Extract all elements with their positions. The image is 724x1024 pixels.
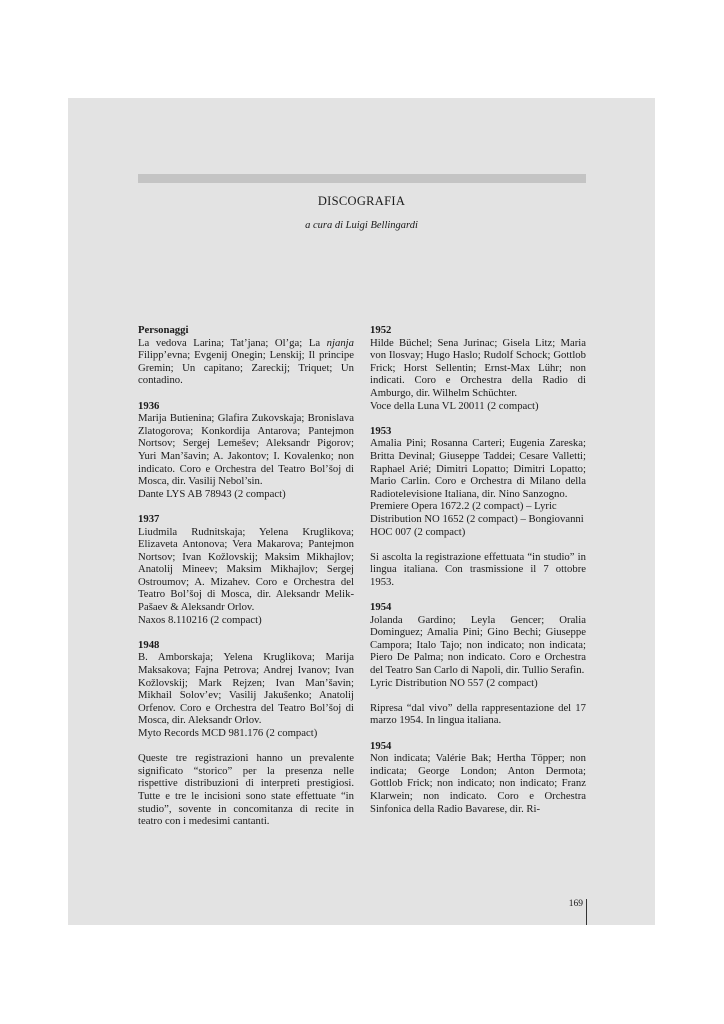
right-column xyxy=(370,324,586,828)
discography-entry xyxy=(138,400,354,501)
entry-year: 1937 xyxy=(138,512,160,525)
personaggi-block xyxy=(138,324,354,387)
entry-year: 1936 xyxy=(138,399,160,412)
document-page xyxy=(68,98,655,925)
closing-note-block xyxy=(138,752,354,828)
entry-label-ref: Myto Records MCD 981.176 (2 compact) xyxy=(138,727,318,739)
entry-cast: Marija Butienina; Glafira Zukovskaja; Bronislava Zlatogorova; Konkordija Antarova; Pantejmon Nortsov; Sergej Lemešev; Aleksandr Pigorov; Yuri Man’šavin; A. Jakontov; I. Kovalenko; non indicato. Coro e Orchestra del Teatro Bol’šoj di Mosca, dir. Vasilij Nebol’sin. xyxy=(138,412,354,488)
discography-entry xyxy=(138,513,354,626)
personaggi-text-before: La vedova Larina; Tat’jana; Ol’ga; La xyxy=(138,336,327,349)
entry-note: Ripresa “dal vivo” della rappresentazione del 17 marzo 1954. In lingua italiana. xyxy=(370,701,586,727)
entry-label-ref: Naxos 8.110216 (2 compact) xyxy=(138,613,262,626)
personaggi-text-italic: njanja xyxy=(326,336,354,349)
entry-cast: B. Amborskaja; Yelena Kruglikova; Marija Maksakova; Fajna Petrova; Andrej Ivanov; Ivan Kožlovskij; Mark Rejzen; Ivan Man’šavin; Mikhail Solov’ev; Vasilij Jakušenko; Anatolij Orfenov. Coro e Orchestra del Teatro Bol’šoj di Mosca, dir. Aleksandr Orlov. xyxy=(138,651,354,727)
entry-cast: Non indicata; Valérie Bak; Hertha Töpper; non indicata; George London; Anton Dermota; Gottlob Frick; non indicato; non indicato; Franz Klarwein; non indicato. Coro e Orchestra Sinfonica della Radio Bavarese, dir. Ri- xyxy=(370,752,586,815)
page-number: 169 xyxy=(568,899,583,909)
entry-label-ref: Voce della Luna VL 20011 (2 compact) xyxy=(370,399,539,412)
page-subtitle: a cura di Luigi Bellingardi xyxy=(305,220,418,231)
discography-entry xyxy=(370,601,586,689)
entry-label-ref: Dante LYS AB 78943 (2 compact) xyxy=(138,487,286,500)
personaggi-text xyxy=(138,337,354,387)
discography-entry xyxy=(370,740,586,816)
page-title: DISCOGRAFIA xyxy=(317,194,406,208)
personaggi-heading: Personaggi xyxy=(138,324,189,336)
page-number-rule xyxy=(586,899,587,925)
entry-year: 1954 xyxy=(370,601,392,614)
discography-entry xyxy=(370,425,586,538)
entry-label-ref: Lyric Distribution NO 557 (2 compact) xyxy=(370,676,538,689)
entry-note: Si ascolta la registrazione effettuata “in studio” in lingua italiana. Con trasmissione il 7 ottobre 1953. xyxy=(370,550,586,588)
entry-year: 1952 xyxy=(370,324,392,336)
personaggi-text-after: Filipp’evna; Evgenij Onegin; Lenskij; Il principe Gremin; Un capitano; Zareckij; Triquet; Un contadino. xyxy=(138,349,354,387)
entry-year: 1954 xyxy=(370,739,392,752)
entry-year: 1948 xyxy=(138,638,160,651)
left-column xyxy=(138,324,354,840)
header-band xyxy=(138,174,586,183)
entry-note-block xyxy=(370,702,586,727)
entry-year: 1953 xyxy=(370,424,392,437)
closing-note: Queste tre registrazioni hanno un prevalente significato “storico” per la presenza nelle rispettive distribuzioni di interpreti prestigiosi. Tutte e tre le incisioni sono state effettuate “in studio”, sovente in concomitanza di recite in teatro con i medesimi cantanti. xyxy=(138,752,354,828)
entry-cast: Liudmila Rudnitskaja; Yelena Kruglikova; Elizaveta Antonova; Vera Makarova; Pantejmon Nortsov; Ivan Kožlovskij; Maksim Mikhajlov; Anatolij Mineev; Maksim Mikhajlov; Sergej Ostroumov; A. Mizahev. Coro e Orchestra del Teatro Bol’šoj di Mosca, dir. Aleksandr Melik-Pašaev & Aleksandr Orlov. xyxy=(138,525,354,614)
entry-label-ref: Premiere Opera 1672.2 (2 compact) – Lyric Distribution NO 1652 (2 compact) – Bongiovanni HOC 007 (2 compact) xyxy=(370,500,584,538)
entry-note-block xyxy=(370,551,586,589)
entry-cast: Hilde Büchel; Sena Jurinac; Gisela Litz; Maria von Ilosvay; Hugo Haslo; Rudolf Schock; Gottlob Frick; Horst Sellentin; Ernst-Max Lühr; non indicati. Coro e Orchestra della Radio di Amburgo, dir. Wilhelm Schüchter. xyxy=(370,336,586,399)
entry-cast: Jolanda Gardino; Leyla Gencer; Oralia Dominguez; Amalia Pini; Gino Bechi; Giuseppe Campora; Italo Tajo; non indicato; non indicata; Piero De Palma; non indicato. Coro e Orchestra del Teatro San Carlo di Napoli, dir. Tullio Serafin. xyxy=(370,613,586,677)
entry-cast: Amalia Pini; Rosanna Carteri; Eugenia Zareska; Britta Devinal; Giuseppe Taddei; Cesare Valletti; Raphael Arié; Dimitri Lopatto; Dimitri Lopatto; Mario Carlin. Coro e Orchestra di Milano della Radiotelevisione Italiana, dir. Nino Sanzogno. xyxy=(370,437,586,500)
discography-entry xyxy=(138,639,354,740)
discography-entry xyxy=(370,324,586,412)
